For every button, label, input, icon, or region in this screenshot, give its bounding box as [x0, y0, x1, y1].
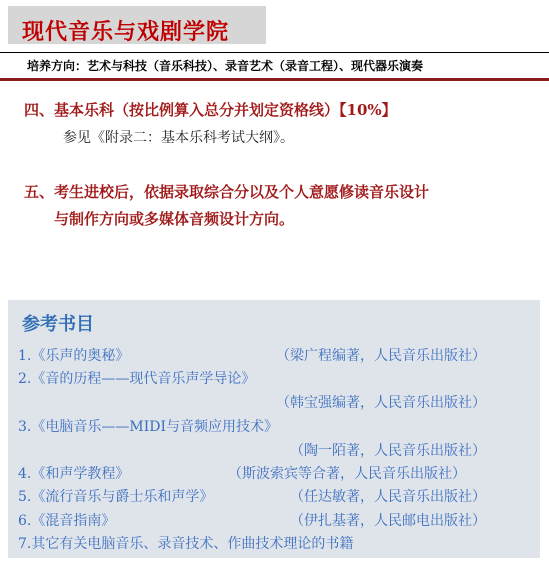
- reference-1-title: 1.《乐声的奥秘》: [18, 348, 130, 364]
- section-5-line-2: 与制作方向或多媒体音频设计方向。: [54, 210, 295, 228]
- college-title: 现代音乐与戏剧学院: [22, 20, 230, 45]
- reference-6-title: 6.《混音指南》: [18, 513, 116, 529]
- reference-6-publisher: （伊扎基著，人民邮电出版社）: [290, 513, 486, 529]
- reference-4-publisher: （斯波索宾等合著，人民音乐出版社）: [228, 466, 466, 482]
- references-panel: [8, 300, 540, 558]
- reference-2-publisher: （韩宝强编著，人民音乐出版社）: [276, 395, 486, 411]
- reference-5-title: 5.《流行音乐与爵士乐和声学》: [18, 489, 214, 505]
- reference-3-title: 3.《电脑音乐——MIDI与音频应用技术》: [18, 419, 278, 435]
- section-5: [24, 179, 429, 233]
- section-5-line-1: 五、考生进校后，依据录取综合分以及个人意愿修读音乐设计: [24, 183, 430, 201]
- reference-2-title: 2.《音的历程——现代音乐声学导论》: [18, 371, 256, 387]
- reference-5-publisher: （任达敏著，人民音乐出版社）: [290, 489, 486, 505]
- reference-4-title: 4.《和声学教程》: [18, 466, 130, 482]
- reference-7-title: 7.其它有关电脑音乐、录音技术、作曲技术理论的书籍: [18, 536, 354, 552]
- reference-1-publisher: （梁广程编著，人民音乐出版社）: [276, 348, 486, 364]
- section-4-note: 参见《附录二：基本乐科考试大纲》。: [63, 130, 294, 146]
- reference-3-publisher: （陶一陌著，人民音乐出版社）: [290, 443, 486, 459]
- college-title-box: [8, 6, 266, 44]
- references-title: 参考书目: [22, 314, 94, 335]
- training-directions: 培养方向：艺术与科技（音乐科技）、录音艺术（录音工程）、现代器乐演奏: [27, 59, 424, 73]
- divider-bar: [0, 78, 549, 81]
- section-4-heading: 四、基本乐科（按比例算入总分并划定资格线）【10%】: [24, 101, 397, 119]
- divider-line: [0, 52, 549, 53]
